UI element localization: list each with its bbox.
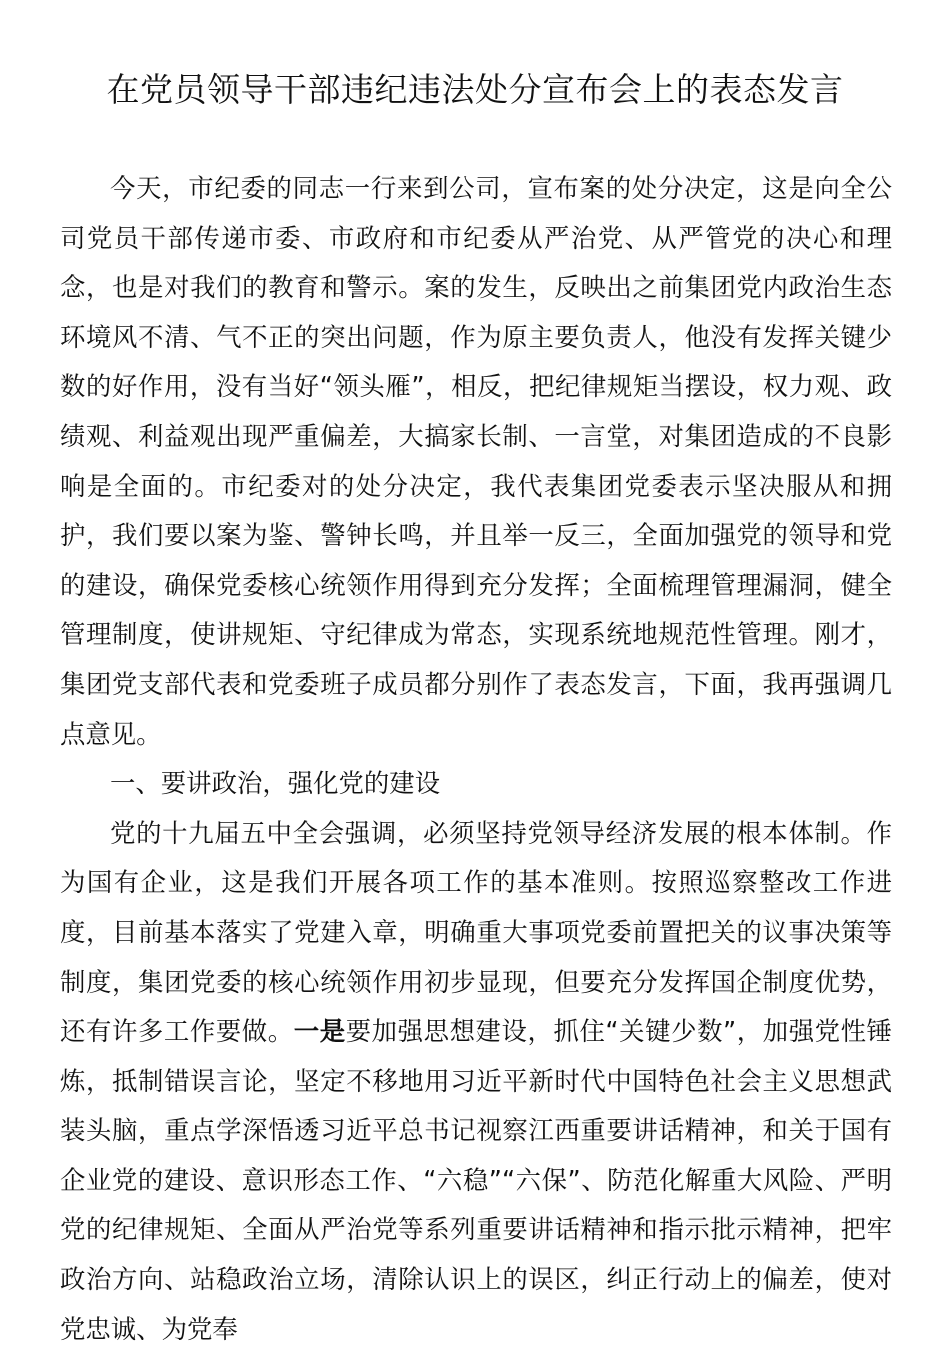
document-title: 在党员领导干部违纪违法处分宣布会上的表态发言 [106, 70, 844, 109]
paragraph-opening: 今天，市纪委的同志一行来到公司，宣布案的处分决定，这是向全公司党员干部传递市委、市政府和市纪委从严治党、从严管党的决心和理念，也是对我们的教育和警示。案的发生，反映出之前集团党内政治生态环境风不清、气不正的突出问题，作为原主要负责人，他没有发挥关键少数的好作用，没有当好“领头雁”，相反，把纪律规矩当摆设，权力观、政绩观、利益观出现严重偏差，大搞家长制、一言堂，对集团造成的不良影响是全面的。市纪委对的处分决定，我代表集团党委表示坚决服从和拥护，我们要以案为鉴、警钟长鸣，并且举一反三，全面加强党的领导和党的建设，确保党委核心统领作用得到充分发挥；全面梳理管理漏洞，健全管理制度，使讲规矩、守纪律成为常态，实现系统地规范性管理。刚才，集团党支部代表和党委班子成员都分别作了表态发言，下面，我再强调几点意见。 [60, 173, 892, 749]
document-body [60, 164, 892, 1354]
paragraph-section-1-body: 要加强思想建设，抓住“关键少数”，加强党性锤炼，抵制错误言论，坚定不移地用习近平新时代中国特色社会主义思想武装头脑，重点学深悟透习近平总书记视察江西重要讲话精神，和关于国有企业党的建设、意识形态工作、“六稳”“六保”、防范化解重大风险、严明党的纪律规矩、全面从严治党等系列重要讲话精神和指示批示精神，把牢政治方向、站稳政治立场，清除认识上的误区，纠正行动上的偏差，使对党忠诚、为党奉 [60, 1016, 893, 1344]
paragraph-section-1 [60, 809, 892, 1354]
paragraph-section-1-lead: 一是 [293, 1016, 346, 1047]
paragraph-section-1-intro: 党的十九届五中全会强调，必须坚持党领导经济发展的根本体制。作为国有企业，这是我们开展各项工作的基本准则。按照巡察整改工作进度，目前基本落实了党建入章，明确重大事项党委前置把关的议事决策等制度，集团党委的核心统领作用初步显现，但要充分发挥国企制度优势，还有许多工作要做。 [60, 817, 892, 1047]
section-heading-1: 一、要讲政治，强化党的建设 [110, 768, 441, 799]
